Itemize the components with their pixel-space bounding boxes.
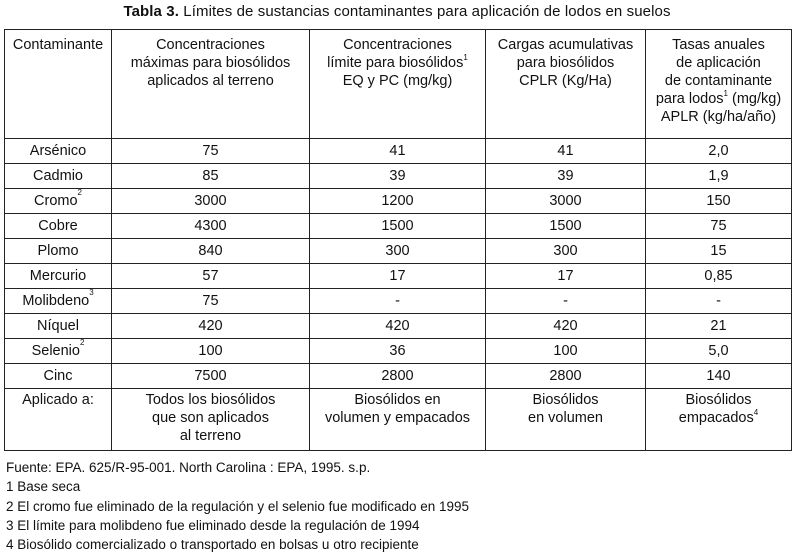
header-tasas-anuales: Tasas anuales de aplicación de contaminante para lodos$^1$ (mg/kg) APLR (kg/ha/año) <box>646 30 792 139</box>
cell-carga-acumulativa: 41 <box>486 139 646 164</box>
cell-concentracion-maxima: 7500 <box>112 364 310 389</box>
cell-contaminante: Selenio$^2$ <box>5 339 112 364</box>
cell-tasa-anual: 0,85 <box>646 264 792 289</box>
cell-carga-acumulativa: 3000 <box>486 189 646 214</box>
footnote-marker: 3 <box>89 288 94 297</box>
table-title-text: Límites de sustancias contaminantes para aplicación de lodos en suelos <box>183 3 671 20</box>
cell-concentracion-limite: 36 <box>310 339 486 364</box>
table-row <box>5 164 792 189</box>
cell-tasa-anual: 15 <box>646 239 792 264</box>
cell-concentracion-limite: - <box>310 289 486 314</box>
table-row <box>5 314 792 339</box>
cell-concentracion-maxima: 840 <box>112 239 310 264</box>
cell-carga-acumulativa: 39 <box>486 164 646 189</box>
cell-concentracion-maxima: 420 <box>112 314 310 339</box>
cell-tasa-anual: 75 <box>646 214 792 239</box>
cell-tasa-anual: 2,0 <box>646 139 792 164</box>
cell-carga-acumulativa: 1500 <box>486 214 646 239</box>
footnotes <box>6 458 469 554</box>
header-row <box>5 30 792 139</box>
cell-concentracion-maxima: 4300 <box>112 214 310 239</box>
applied-c3: Biosólidos en volumen <box>486 389 646 451</box>
cell-tasa-anual: 5,0 <box>646 339 792 364</box>
cell-tasa-anual: 21 <box>646 314 792 339</box>
cell-carga-acumulativa: 100 <box>486 339 646 364</box>
cell-concentracion-maxima: 85 <box>112 164 310 189</box>
table-row <box>5 364 792 389</box>
cell-concentracion-maxima: 100 <box>112 339 310 364</box>
cell-concentracion-limite: 300 <box>310 239 486 264</box>
table-title-label: Tabla 3. <box>123 3 179 20</box>
table-title <box>0 3 794 20</box>
cell-contaminante: Arsénico <box>5 139 112 164</box>
cell-carga-acumulativa: 17 <box>486 264 646 289</box>
cell-carga-acumulativa: - <box>486 289 646 314</box>
table-row <box>5 264 792 289</box>
cell-concentracion-maxima: 75 <box>112 289 310 314</box>
cell-tasa-anual: - <box>646 289 792 314</box>
footnote-1: 1 Base seca <box>6 479 81 495</box>
cell-concentracion-limite: 39 <box>310 164 486 189</box>
cell-concentracion-maxima: 57 <box>112 264 310 289</box>
table-row <box>5 139 792 164</box>
cell-contaminante: Cobre <box>5 214 112 239</box>
cell-tasa-anual: 150 <box>646 189 792 214</box>
header-contaminante: Contaminante <box>5 30 112 139</box>
cell-tasa-anual: 1,9 <box>646 164 792 189</box>
cell-carga-acumulativa: 300 <box>486 239 646 264</box>
footnote-source: Fuente: EPA. 625/R-95-001. North Carolina : EPA, 1995. s.p. <box>6 460 371 475</box>
table-row <box>5 339 792 364</box>
cell-carga-acumulativa: 420 <box>486 314 646 339</box>
cell-concentracion-limite: 17 <box>310 264 486 289</box>
table-row <box>5 289 792 314</box>
cell-carga-acumulativa: 2800 <box>486 364 646 389</box>
cell-concentracion-limite: 1500 <box>310 214 486 239</box>
cell-contaminante: Cinc <box>5 364 112 389</box>
applied-c2: Biosólidos en volumen y empacados <box>310 389 486 451</box>
cell-contaminante: Cadmio <box>5 164 112 189</box>
header-cargas-acumulativas: Cargas acumulativas para biosólidos CPLR (Kg/Ha) <box>486 30 646 139</box>
cell-contaminante: Níquel <box>5 314 112 339</box>
header-concentraciones-limite: Concentraciones límite para biosólidos$^1$ EQ y PC (mg/kg) <box>310 30 486 139</box>
footnote-2: 2 El cromo fue eliminado de la regulación y el selenio fue modificado en 1995 <box>6 498 470 514</box>
cell-concentracion-maxima: 3000 <box>112 189 310 214</box>
header-concentraciones-maximas: Concentraciones máximas para biosólidos aplicados al terreno <box>112 30 310 139</box>
table-row <box>5 189 792 214</box>
applied-label: Aplicado a: <box>5 389 112 451</box>
cell-concentracion-limite: 2800 <box>310 364 486 389</box>
cell-contaminante: Cromo$^2$ <box>5 189 112 214</box>
footnote-4: 4 Biosólido comercializado o transportado en bolsas u otro recipiente <box>6 537 419 553</box>
cell-contaminante: Mercurio <box>5 264 112 289</box>
cell-contaminante: Plomo <box>5 239 112 264</box>
table-row <box>5 214 792 239</box>
applied-row <box>5 389 792 451</box>
applied-c1: Todos los biosólidos que son aplicados al terreno <box>112 389 310 451</box>
contaminants-table <box>4 29 792 451</box>
cell-concentracion-limite: 41 <box>310 139 486 164</box>
applied-c4: Biosólidos empacados$^4$ <box>646 389 792 451</box>
cell-tasa-anual: 140 <box>646 364 792 389</box>
table-row <box>5 239 792 264</box>
cell-contaminante: Molibdeno$^3$ <box>5 289 112 314</box>
footnote-marker: 2 <box>77 188 82 197</box>
cell-concentracion-maxima: 75 <box>112 139 310 164</box>
footnote-marker: 2 <box>79 338 85 347</box>
cell-concentracion-limite: 420 <box>310 314 486 339</box>
footnote-3: 3 El límite para molibdeno fue eliminado desde la regulación de 1994 <box>6 517 420 533</box>
cell-concentracion-limite: 1200 <box>310 189 486 214</box>
